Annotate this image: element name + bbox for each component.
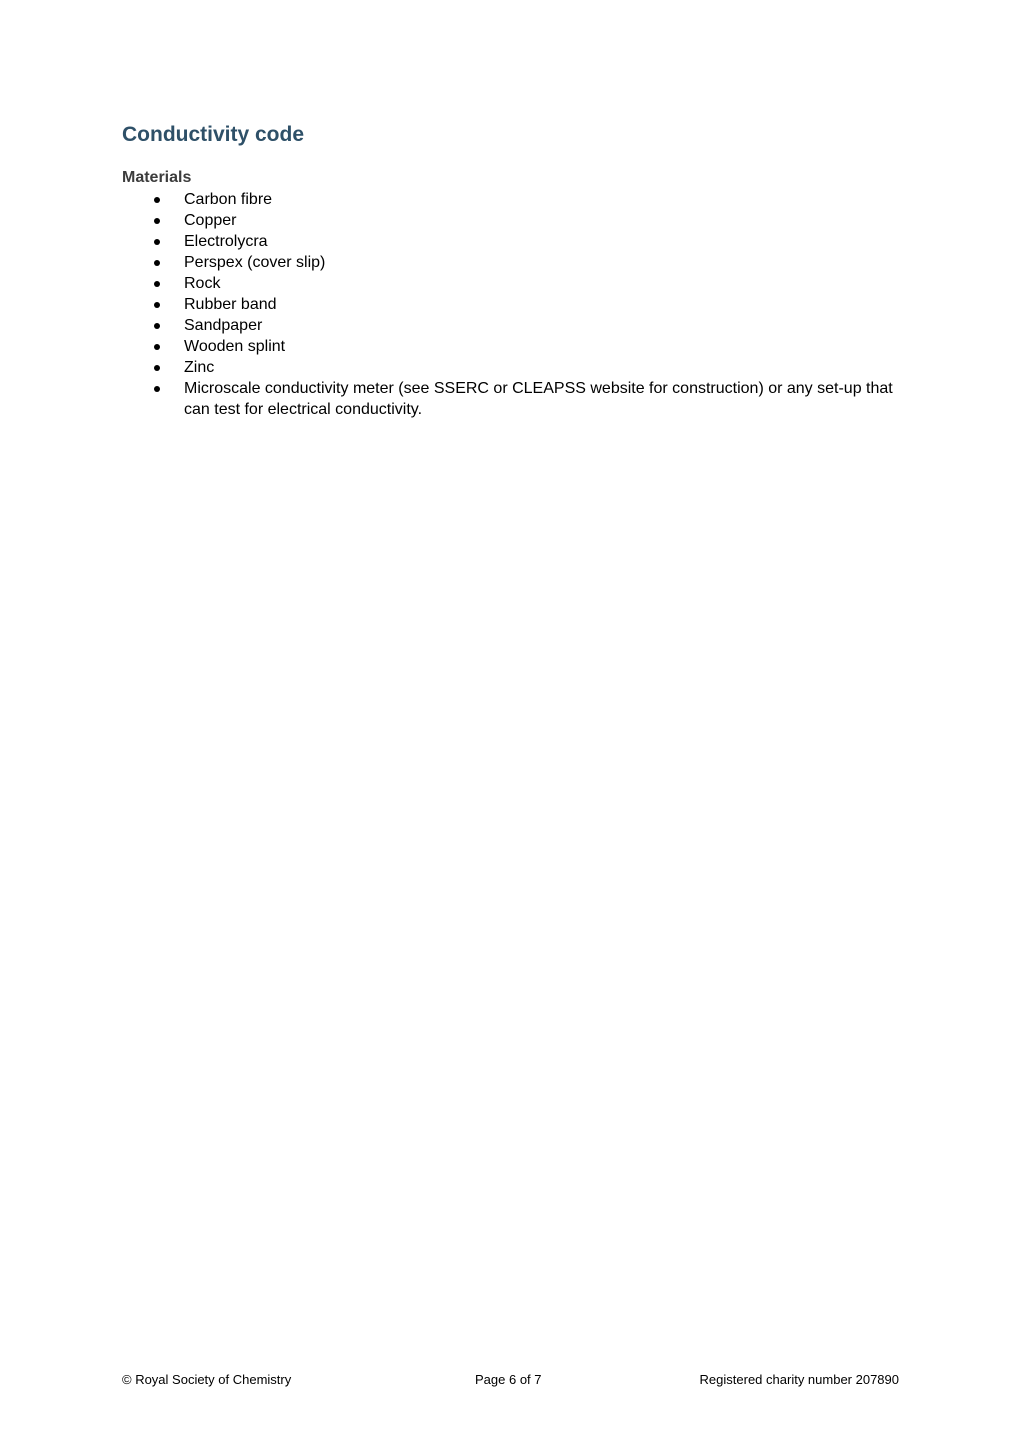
footer-copyright: © Royal Society of Chemistry <box>122 1372 292 1387</box>
page-title: Conductivity code <box>122 123 305 146</box>
list-item-text: Sandpaper <box>184 317 263 334</box>
list-item-text: Perspex (cover slip) <box>184 254 326 271</box>
list-item <box>122 252 902 273</box>
list-item <box>122 336 902 357</box>
bullet-icon <box>154 365 160 371</box>
list-item-text: Microscale conductivity meter (see SSERC or CLEAPSS website for construction) or any set-up that can test for electrical conductivity. <box>184 380 893 418</box>
list-item-text: Wooden splint <box>184 338 286 355</box>
bullet-icon <box>154 344 160 350</box>
list-item-text: Rock <box>184 275 221 292</box>
bullet-icon <box>154 323 160 329</box>
materials-list <box>122 189 902 420</box>
list-item-text: Carbon fibre <box>184 191 273 208</box>
bullet-icon <box>154 239 160 245</box>
list-item-text: Electrolycra <box>184 233 268 250</box>
bullet-icon <box>154 302 160 308</box>
bullet-icon <box>154 386 160 392</box>
bullet-icon <box>154 218 160 224</box>
footer-page-number: Page 6 of 7 <box>475 1372 542 1387</box>
list-item <box>122 273 902 294</box>
list-item-text: Zinc <box>184 359 215 376</box>
list-item <box>122 294 902 315</box>
list-item-text: Copper <box>184 212 237 229</box>
materials-heading: Materials <box>122 169 192 186</box>
list-item-text: Rubber band <box>184 296 277 313</box>
list-item <box>122 210 902 231</box>
bullet-icon <box>154 260 160 266</box>
list-item <box>122 231 902 252</box>
list-item <box>122 315 902 336</box>
footer-charity-number: Registered charity number 207890 <box>699 1372 899 1387</box>
list-item <box>122 378 902 420</box>
bullet-icon <box>154 281 160 287</box>
list-item <box>122 357 902 378</box>
page-footer <box>122 1371 899 1389</box>
list-item <box>122 189 902 210</box>
bullet-icon <box>154 197 160 203</box>
